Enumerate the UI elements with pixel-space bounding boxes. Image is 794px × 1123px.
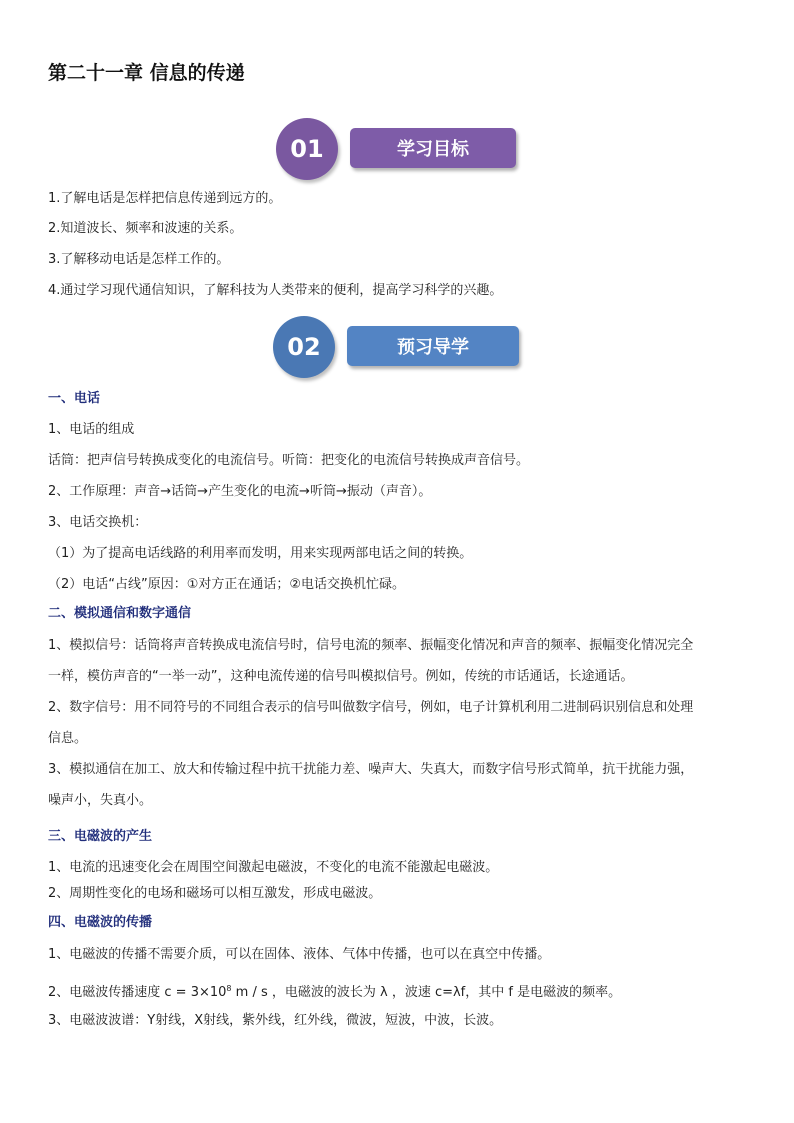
section-label: 预习导学 [397, 337, 469, 358]
body-line: 3、模拟通信在加工、放大和传输过程中抗干扰能力差、噪声大、失真大，而数字信号形式简单，抗干扰能力强， [48, 762, 694, 777]
body-line: 2、周期性变化的电场和磁场可以相互激发，形成电磁波。 [48, 886, 382, 901]
formula-text-a: 2、电磁波传播速度 c = 3×10 [48, 985, 227, 1000]
section-number: 02 [287, 333, 321, 361]
body-line: 一样，模仿声音的“一举一动”，这种电流传递的信号叫模拟信号。例如，传统的市话通话，长途通话。 [48, 669, 634, 684]
goal-item: 4.通过学习现代通信知识，了解科技为人类带来的便利，提高学习科学的兴趣。 [48, 283, 503, 298]
body-line: 3、电磁波波谱：Y射线，X射线，紫外线，红外线，微波，短波，中波，长波。 [48, 1013, 503, 1028]
section-heading: 四、电磁波的传播 [48, 915, 153, 930]
goal-item: 1.了解电话是怎样把信息传递到远方的。 [48, 191, 282, 206]
body-line: 1、电磁波的传播不需要介质，可以在固体、液体、气体中传播，也可以在真空中传播。 [48, 947, 551, 962]
body-line: 1、模拟信号：话筒将声音转换成电流信号时，信号电流的频率、振幅变化情况和声音的频率、振幅变化情况完全 [48, 638, 694, 653]
body-line: 话筒：把声信号转换成变化的电流信号。听筒：把变化的电流信号转换成声音信号。 [48, 453, 530, 468]
goal-item: 3.了解移动电话是怎样工作的。 [48, 252, 230, 267]
body-line: 1、电流的迅速变化会在周围空间激起电磁波，不变化的电流不能激起电磁波。 [48, 860, 499, 875]
body-line: 2、工作原理：声音→话筒→产生变化的电流→听筒→振动（声音）。 [48, 484, 432, 499]
body-line: （1）为了提高电话线路的利用率而发明，用来实现两部电话之间的转换。 [48, 546, 473, 561]
body-line: 噪声小，失真小。 [48, 793, 153, 808]
chapter-title: 第二十一章 信息的传递 [48, 62, 245, 84]
section-heading: 一、电话 [48, 391, 101, 406]
formula-text-b: m / s ，电磁波的波长为 λ ，波速 c=λf，其中 f 是电磁波的频率。 [231, 985, 622, 1000]
section-label-bar [347, 326, 519, 366]
body-line: 3、电话交换机： [48, 515, 148, 530]
section-heading: 三、电磁波的产生 [48, 829, 153, 844]
formula-exponent: 8 [226, 984, 232, 993]
section-label-bar [350, 128, 516, 168]
section-number-circle [276, 118, 338, 180]
goal-item: 2.知道波长、频率和波速的关系。 [48, 221, 243, 236]
body-line: 信息。 [48, 731, 88, 746]
section-label: 学习目标 [397, 139, 469, 160]
body-line: （2）电话“占线”原因：①对方正在通话；②电话交换机忙碌。 [48, 577, 406, 592]
section-number: 01 [290, 135, 324, 163]
section-heading: 二、模拟通信和数字通信 [48, 606, 192, 621]
body-line: 2、数字信号：用不同符号的不同组合表示的信号叫做数字信号，例如，电子计算机利用二进制码识别信息和处理 [48, 700, 694, 715]
body-line: 1、电话的组成 [48, 422, 135, 437]
body-line-formula [48, 981, 621, 1001]
section-number-circle [273, 316, 335, 378]
